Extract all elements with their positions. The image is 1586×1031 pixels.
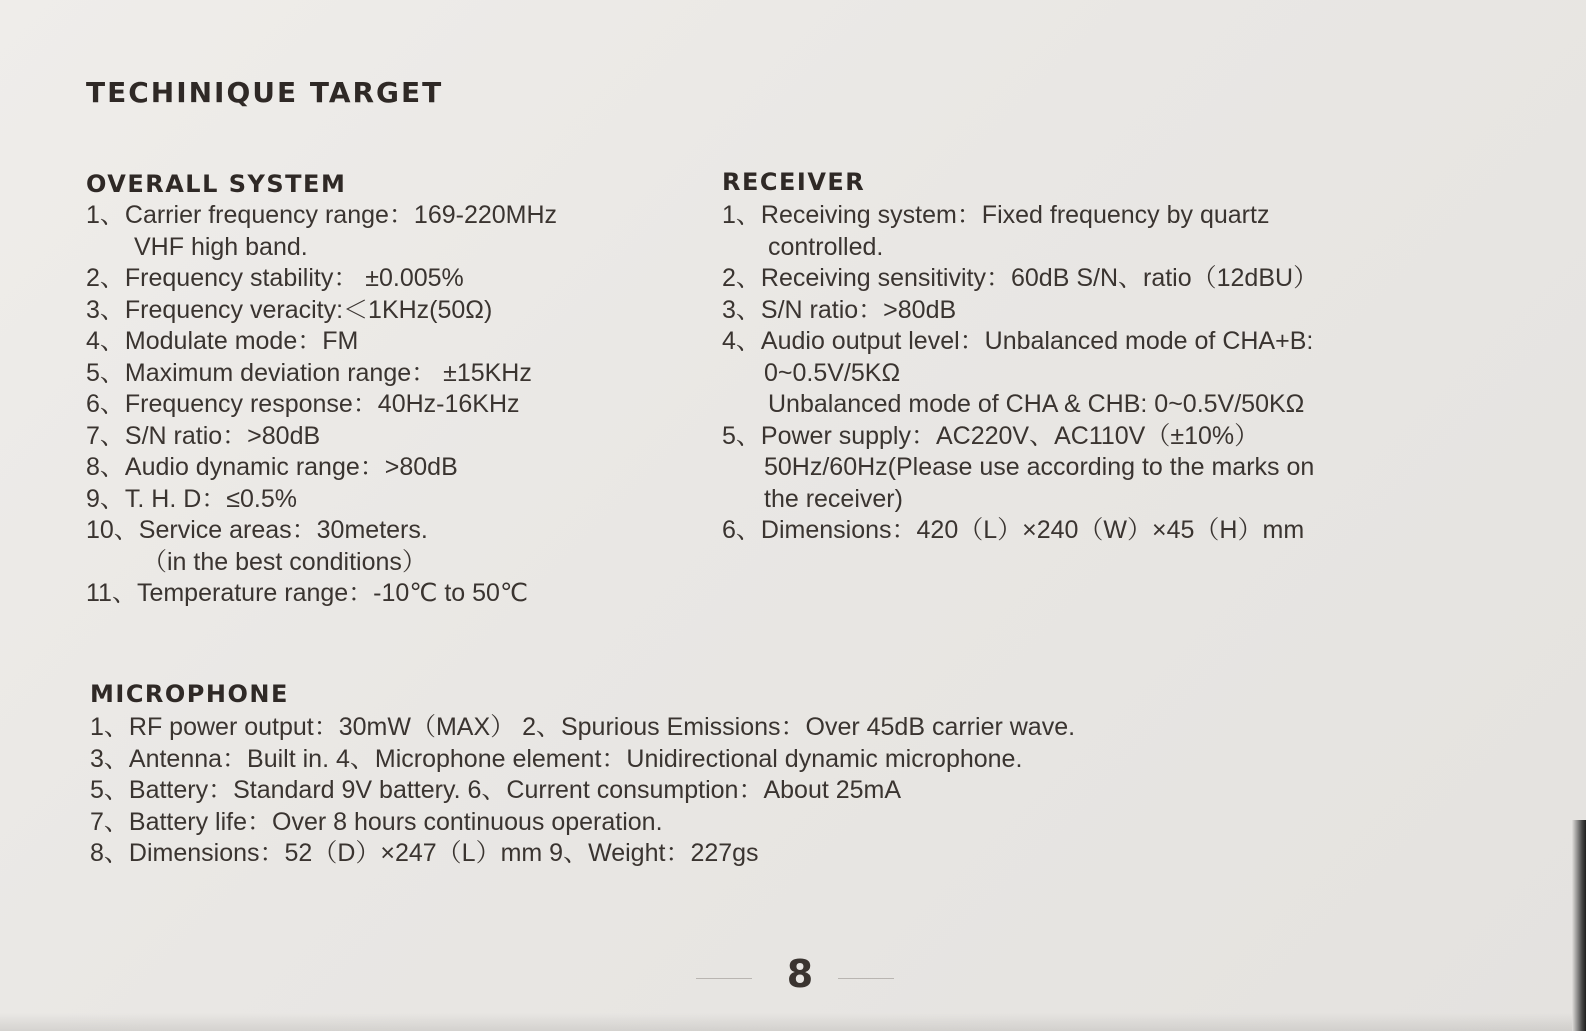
spec-line: 5、Battery：Standard 9V battery. 6、Current consumption：About 25mA (90, 776, 902, 804)
spec-line: 4、Audio output level：Unbalanced mode of CHA+B: (722, 327, 1314, 355)
overall-system-list (86, 200, 557, 610)
spec-line: 8、Audio dynamic range：>80dB (86, 453, 458, 481)
footer-rule-right (838, 978, 894, 979)
page-title: TECHINIQUE TARGET (86, 76, 444, 109)
page-number: 8 (786, 952, 814, 996)
receiver-list (722, 200, 1318, 547)
spec-line: 2、Receiving sensitivity：60dB S/N、ratio（12dBU） (722, 264, 1319, 292)
spec-line: 4、Modulate mode：FM (86, 327, 359, 355)
spec-line: 6、Dimensions：420（L）×240（W）×45（H）mm (722, 516, 1305, 544)
spec-line: 7、S/N ratio：>80dB (86, 421, 321, 450)
spec-line: 10、Service areas：30meters. (86, 516, 428, 544)
spec-line: 3、Antenna：Built in. 4、Microphone element：Unidirectional dynamic microphone. (90, 744, 1023, 773)
spec-line: 3、S/N ratio：>80dB (722, 295, 957, 324)
spec-line-continuation: the receiver) (764, 484, 903, 513)
spec-line-continuation: controlled. (768, 232, 884, 261)
spec-line-continuation: 0~0.5V/5KΩ (764, 358, 901, 387)
spec-line: 5、Maximum deviation range： ±15KHz (86, 358, 532, 387)
microphone-list (90, 712, 1075, 870)
spec-line: 11、Temperature range：-10℃ to 50℃ (86, 579, 529, 607)
spec-line-continuation: VHF high band. (134, 232, 308, 261)
spec-line: 1、RF power output：30mW（MAX） 2、Spurious Emissions：Over 45dB carrier wave. (90, 713, 1076, 741)
receiver-heading: RECEIVER (722, 168, 866, 196)
spec-line-continuation: 50Hz/60Hz(Please use according to the marks on (764, 453, 1315, 481)
microphone-heading: MICROPHONE (90, 680, 289, 708)
spec-line: 1、Receiving system：Fixed frequency by quartz (722, 201, 1270, 229)
spec-line: 5、Power supply：AC220V、AC110V（±10%） (722, 421, 1260, 450)
spec-line: 9、T. H. D：≤0.5% (86, 484, 297, 513)
spec-line: 2、Frequency stability： ±0.005% (86, 264, 464, 292)
spec-line-continuation: Unbalanced mode of CHA & CHB: 0~0.5V/50KΩ (768, 390, 1305, 418)
spec-line: 6、Frequency response：40Hz-16KHz (86, 390, 520, 418)
spec-line: 7、Battery life：Over 8 hours continuous operation. (90, 807, 663, 836)
spec-line: 3、Frequency veracity:＜1KHz(50Ω) (86, 295, 493, 324)
spec-line: 8、Dimensions：52（D）×247（L）mm 9、Weight：227gs (90, 839, 759, 867)
page-bottom-shadow (0, 1013, 1586, 1031)
spec-line: 1、Carrier frequency range：169-220MHz (86, 201, 558, 229)
spec-line-continuation: （in the best conditions） (142, 547, 427, 576)
page-footer (690, 952, 900, 1002)
footer-rule-left (696, 978, 752, 979)
page-edge-shadow (1572, 820, 1586, 1031)
overall-system-heading: OVERALL SYSTEM (86, 170, 347, 198)
